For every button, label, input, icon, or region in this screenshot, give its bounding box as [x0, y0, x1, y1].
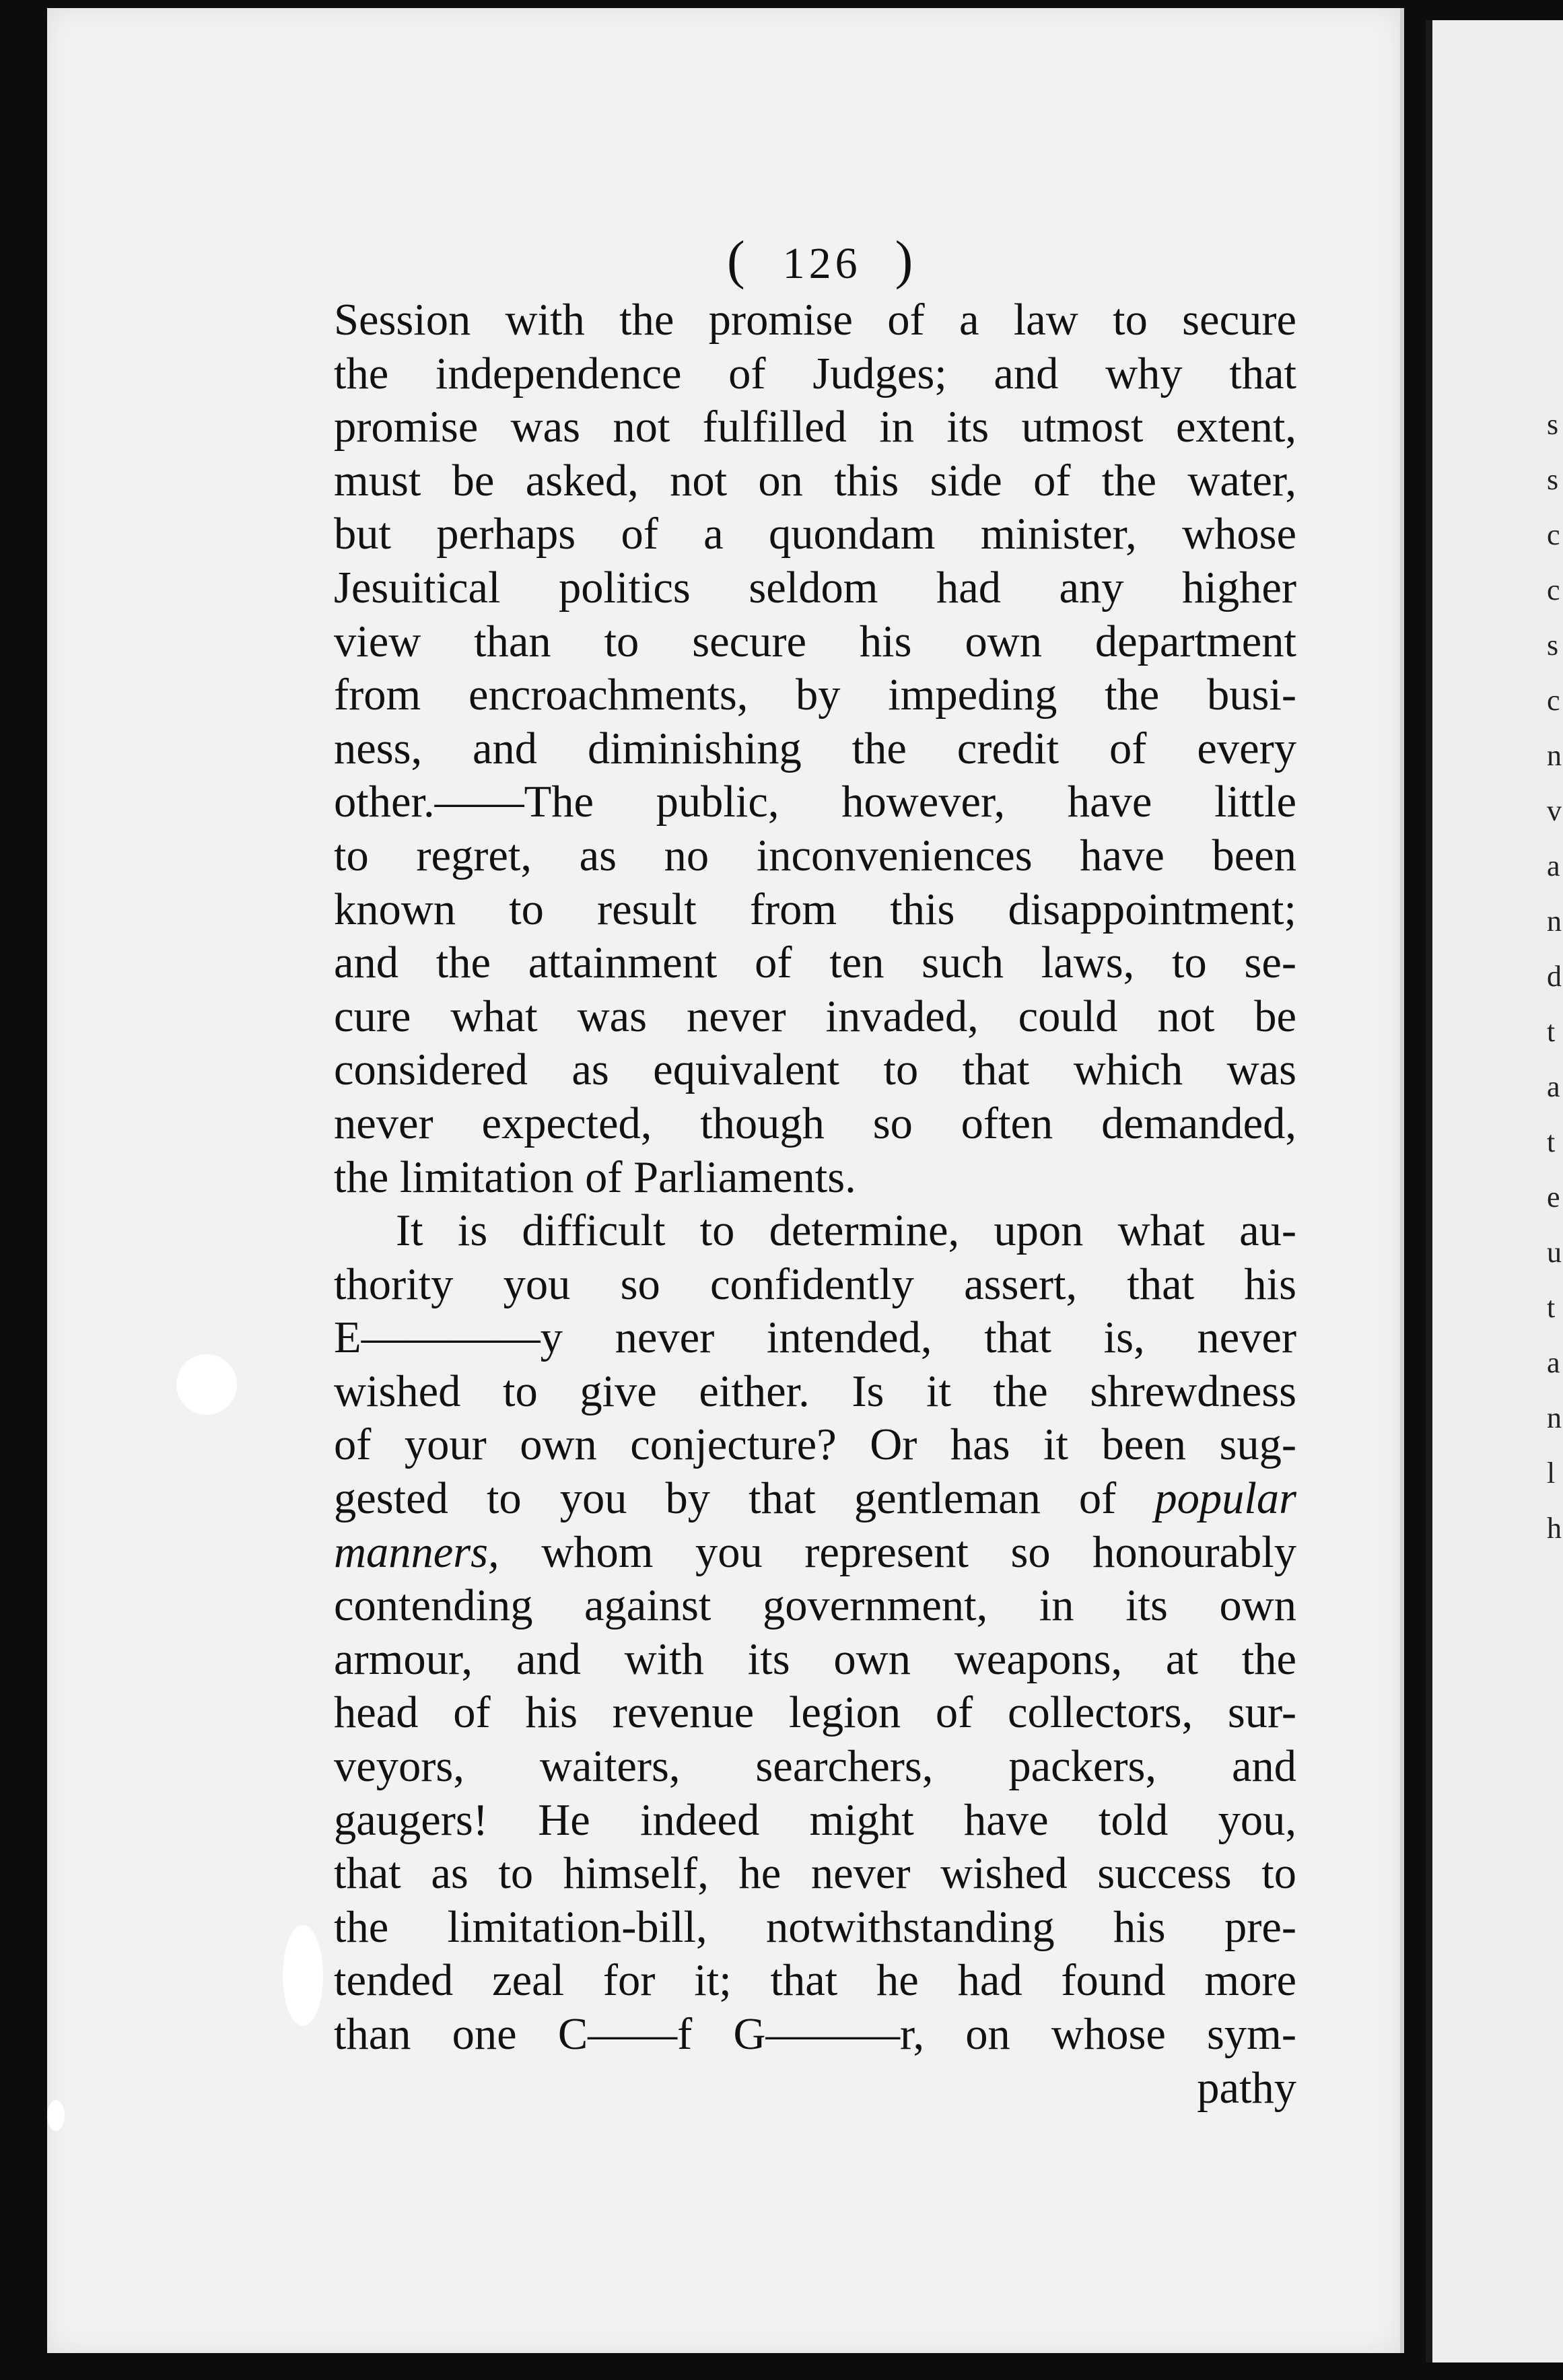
facing-page-letter: n — [1547, 739, 1562, 772]
text-line: promise was not fulfilled in its utmost extent, — [334, 403, 1296, 452]
text-line: the independence of Judges; and why that — [334, 349, 1296, 398]
scan-blemish — [176, 1354, 237, 1415]
facing-page-letter: c — [1547, 518, 1560, 551]
text-line: considered as equivalent to that which was — [334, 1045, 1296, 1095]
facing-page-letter: n — [1547, 905, 1562, 938]
text-line: head of his revenue legion of collectors, sur- — [334, 1688, 1296, 1738]
facing-page-letter: s — [1547, 629, 1559, 662]
text-line: view than to secure his own department — [334, 617, 1296, 666]
text-line: cure what was never invaded, could not be — [334, 991, 1296, 1041]
header-close-paren: ) — [895, 231, 917, 290]
scan-blemish — [283, 1925, 323, 2026]
text-line: must be asked, not on this side of the water, — [334, 456, 1296, 505]
facing-page-letter: t — [1547, 1291, 1556, 1324]
facing-page-letter: t — [1547, 1015, 1556, 1048]
facing-page-edge — [1426, 20, 1563, 2362]
text-line-with-italic — [334, 1472, 1296, 1526]
catchword: pathy — [1197, 2063, 1296, 2113]
facing-page-letters — [1547, 20, 1563, 2362]
text-line: armour, and with its own weapons, at the — [334, 1634, 1296, 1684]
text-line: from encroachments, by impeding the busi- — [334, 670, 1296, 720]
text-line: the limitation-bill, notwithstanding his pre- — [334, 1902, 1296, 1952]
facing-page-letter: n — [1547, 1401, 1562, 1434]
facing-page-letter: c — [1547, 573, 1560, 606]
text-fragment: whom you represent so honourably — [541, 1527, 1297, 1577]
facing-page-letter: l — [1547, 1457, 1556, 1490]
facing-page-letter: t — [1547, 1125, 1556, 1158]
text-line: Jesuitical politics seldom had any higher — [334, 563, 1296, 612]
text-line: but perhaps of a quondam minister, whose — [334, 510, 1296, 559]
facing-page-letter: a — [1547, 1070, 1560, 1103]
facing-page-letter: v — [1547, 794, 1562, 827]
text-line: to regret, as no inconveniences have been — [334, 831, 1296, 880]
facing-page-letter: a — [1547, 849, 1560, 882]
facing-page-letter: d — [1547, 960, 1562, 993]
italic-phrase: popular — [1154, 1474, 1296, 1524]
text-line: contending against government, in its own — [334, 1581, 1296, 1631]
paragraph-start-line: It is difficult to determine, upon what au- — [396, 1206, 1296, 1256]
text-line: that as to himself, he never wished success to — [334, 1849, 1296, 1899]
italic-phrase: manners, — [334, 1527, 499, 1577]
paragraph-end-line: the limitation of Parliaments. — [334, 1152, 856, 1202]
text-line: other.——The public, however, have little — [334, 777, 1296, 827]
text-line: and the attainment of ten such laws, to se- — [334, 938, 1296, 988]
text-line: known to result from this disappointment; — [334, 884, 1296, 934]
text-fragment: gested to you by that gentleman of — [334, 1474, 1117, 1524]
facing-page-letter: s — [1547, 408, 1559, 441]
facing-page-letter: u — [1547, 1236, 1562, 1269]
text-line: tended zeal for it; that he had found more — [334, 1956, 1296, 2006]
page-number: 126 — [782, 239, 862, 288]
text-line: ness, and diminishing the credit of every — [334, 724, 1296, 773]
scan-blemish — [47, 2100, 65, 2131]
text-line: gaugers! He indeed might have told you, — [334, 1795, 1296, 1845]
page-number-header — [727, 230, 917, 291]
facing-page-letter: s — [1547, 463, 1559, 496]
text-line: E————y never intended, that is, never — [334, 1313, 1296, 1363]
facing-page-letter: a — [1547, 1346, 1560, 1379]
facing-page-letter: e — [1547, 1181, 1560, 1214]
text-line-with-italic — [334, 1526, 1296, 1580]
text-line: wished to give either. Is it the shrewdness — [334, 1366, 1296, 1416]
text-line: than one C——f G———r, on whose sym- — [334, 2010, 1296, 2059]
text-line: veyors, waiters, searchers, packers, and — [334, 1742, 1296, 1792]
facing-page-letter: c — [1547, 684, 1560, 717]
text-line: Session with the promise of a law to secure — [334, 295, 1296, 345]
page-body-text — [334, 293, 1296, 2115]
header-open-paren: ( — [727, 231, 749, 290]
text-line: never expected, though so often demanded, — [334, 1098, 1296, 1148]
facing-page-letter: h — [1547, 1512, 1562, 1545]
text-line: thority you so confidently assert, that his — [334, 1259, 1296, 1309]
text-line: of your own conjecture? Or has it been sug- — [334, 1420, 1296, 1470]
